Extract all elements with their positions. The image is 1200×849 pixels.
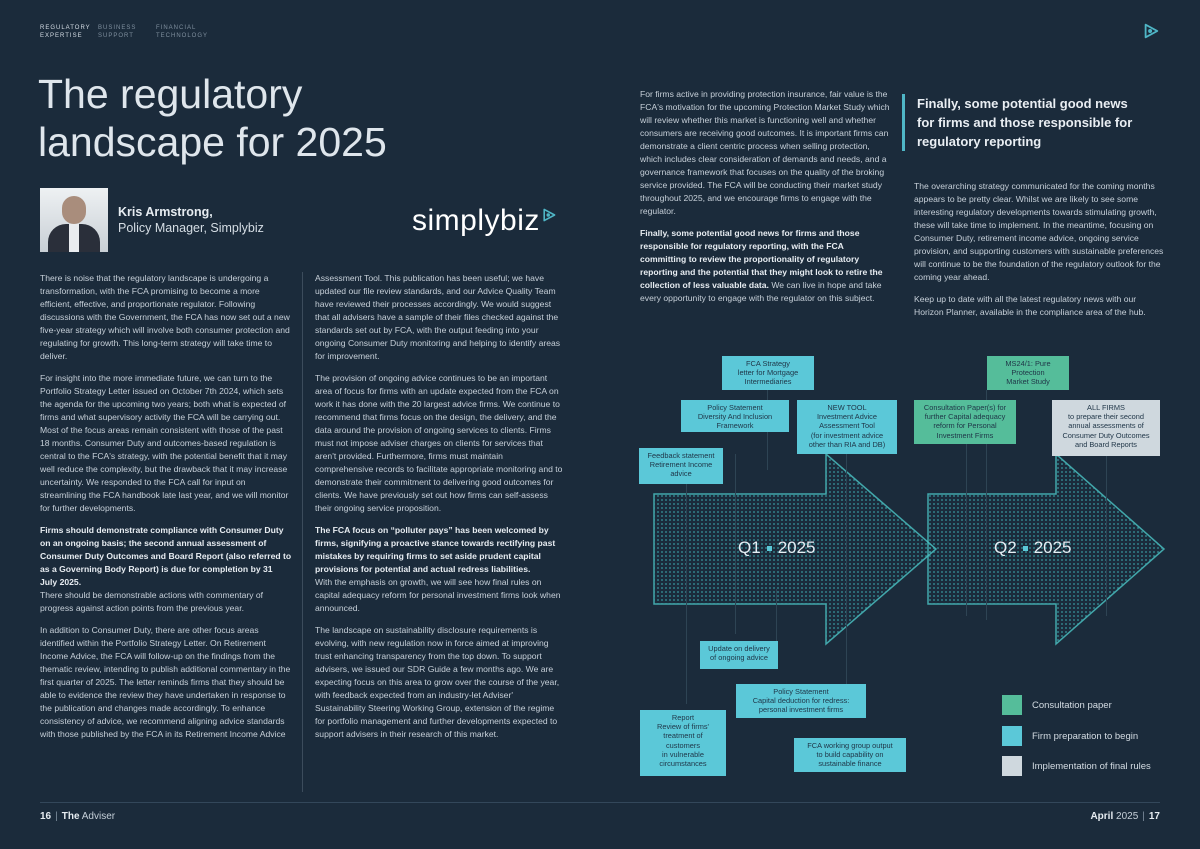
q1-year: 2025 [777,538,816,557]
separator-square [1023,546,1028,551]
box-report-vulnerable [640,710,726,776]
box-new-tool [797,400,897,454]
box-text: Assessment Tool [819,421,875,431]
nav-label-line1: REGULATORY [40,25,91,31]
footer-left [40,811,115,822]
box-text: FCA Strategy [746,359,790,368]
simplybiz-mark-icon [1142,22,1160,40]
separator-square [767,546,772,551]
box-text: of ongoing advice [710,653,768,663]
legend-item-implementation [1002,756,1182,776]
box-text: Investment Advice [817,412,877,422]
q2-year: 2025 [1033,538,1072,557]
paragraph: We can live in hope and take every opportunity to engage with the regulator on this subject. [640,280,882,303]
box-text: customers [665,740,701,750]
publication-name: Adviser [81,811,116,822]
issue-month: April [1090,811,1114,822]
paragraph-bold: The FCA focus on “polluter pays” has been welcomed by firms, signifying a proactive stance towards rectifying past mistakes by requiring firms to set aside prudent capital provisions for potential and actual redress liabilities. [315,525,556,574]
box-all-firms [1052,400,1160,456]
box-text: circumstances [659,759,707,769]
box-text: Intermediaries [744,377,792,387]
title-line2: landscape for 2025 [38,119,387,165]
paragraph-bold: Finally, some potential good news for firms and those responsible for regulatory reporting, with the FCA committing to review the proportionality of regulatory reporting and the potential that they might look to retire the collection of less valuable data. [640,228,883,290]
publication-name-bold: The [61,811,80,822]
issue-year: 2025 [1116,811,1139,822]
paragraph-bold: Firms should demonstrate compliance with Consumer Duty on an ongoing basis; the second annual assessment of Consumer Duty Outcomes and Board Report (also referred to as a Governing Body Report) is due for completion by 31 July 2025. [40,525,292,587]
q2-quarter: Q2 [994,538,1017,557]
box-text: to prepare their second [1067,412,1144,422]
author-role: Policy Manager, Simplybiz [118,221,264,235]
box-text: Retirement Income [649,460,713,470]
box-text: reform for Personal [933,421,997,431]
q1-quarter: Q1 [738,538,761,557]
pull-quote-line: regulatory reporting [917,134,1042,149]
box-text: NEW TOOL [827,403,867,412]
legend-item-firm-preparation [1002,726,1182,746]
box-text: letter for Mortgage [737,368,799,378]
footer-separator: | [1142,811,1145,822]
article-column-2 [315,272,563,750]
box-text: Market Study [1006,377,1050,387]
paragraph: The provision of ongoing advice continues to be an important area of focus for firms with an update expected from the FCA on work it has done with the 20 largest advice firms. We continue to recommend that firms focus on the design, the delivery, and the data around the provision of ongoing services to clients. Firms must not impose adviser charges on clients for services that aren't provided. Furthermore, firms must maintain comprehensive records to facilitate appropriate monitoring and to demonstrate their commitment to delivering good outcomes for clients. We have previously set out how firms can self-assess their ongoing service proposition. [315,373,563,513]
article-column-1 [40,272,292,750]
footer-rule [40,802,1160,803]
box-ms24-protection [987,356,1069,390]
paragraph: There is noise that the regulatory landscape is undergoing a transformation, with the FCA promising to become a more efficient, effective, and proportionate regulator. Following discussions with the Government, the FCA has now set out a new five-year strategy which will involve both consumer protection and regulating for growth. This long-term strategy will take time to deliver. [40,273,290,361]
article-title [38,70,387,166]
box-text: Capital deduction for redress: [752,696,850,706]
legend-label: Implementation of final rules [1032,760,1151,772]
column-divider [302,272,303,792]
footer-right [1090,811,1160,822]
box-text: in vulnerable [662,749,704,759]
box-text: Feedback statement [647,451,715,460]
legend-label: Firm preparation to begin [1032,730,1139,742]
box-text: and Board Reports [1074,439,1138,449]
paragraph: There should be demonstrable actions with commentary of progress against action points from the previous year. [40,590,264,613]
box-text: Diversity And Inclusion [697,412,773,422]
box-capital-redress [736,684,866,718]
box-feedback-statement [639,448,723,484]
box-text: Policy Statement [707,403,763,412]
box-text: Framework [716,421,754,431]
legend-item-consultation [1002,695,1182,715]
connector-line [966,436,967,616]
paragraph: For firms active in providing protection insurance, fair value is the FCA's motivation for the upcoming Protection Market Study which will review whether this market is functioning well and whether consumers are receiving good outcomes. It is important firms can demonstrate a client centric process when selling protection, which includes clear consideration of demands and needs, and a governance framework that focuses on the quality of the broking service provided. The FCA will be conducting their market study throughout 2025, and we encourage firms to engage with the regulator. [640,89,890,216]
article-column-3 [640,88,890,314]
box-fca-working-group [794,738,906,772]
box-fca-strategy [722,356,814,390]
box-text: Review of firms' [657,722,709,732]
legend-swatch [1002,695,1022,715]
legend-swatch [1002,726,1022,746]
box-text: ALL FIRMS [1087,403,1125,412]
paragraph: Keep up to date with all the latest regulatory news with our Horizon Planner, available in the compliance area of the hub. [914,294,1146,317]
paragraph: The overarching strategy communicated for the coming months appears to be pretty clear. Whilst we are likely to see some interesting regulatory developments towards stimulating growth, these will take time to implement. In the meantime, focusing on Consumer Duty, retirement income advice, ongoing service provision, and supporting customers with sustainable preferences will continue to be the foundation of the regulatory outlook for the coming year ahead. [914,181,1164,282]
nav-label-line1: BUSINESS [98,25,137,31]
timeline-diagram [636,354,1176,784]
top-nav [40,24,209,40]
footer-separator: | [55,811,58,822]
connector-line [735,454,736,634]
paragraph: For insight into the more immediate future, we can turn to the Portfolio Strategy Letter issued on October 7th 2024, which sets the agenda for the upcoming two years; both what is expected of firms and what supervisory activity the FCA will be carrying out. Most of the focus areas remain consistent with those of the past 18 months. Consumer Duty and outcomes-based regulation is central to the FCA's strategy, with the potential benefit that it may well reduce the complexity, but the drawback that it may increase uncertainty. We responded to the FCA call for input on streamlining the FCA handbook late last year, and we will monitor for further developments. [40,373,289,513]
box-text: Report [671,713,695,722]
box-consultation-capital [914,400,1016,444]
nav-label-line2: TECHNOLOGY [156,33,209,39]
author-block [40,188,264,252]
q1-label [738,538,816,558]
page-number-left: 16 [40,811,52,822]
author-photo [40,188,108,252]
box-text: Update on delivery [708,644,770,653]
box-text: Investment Firms [936,430,994,440]
connector-line [776,589,777,649]
nav-label-line1: FINANCIAL [156,25,197,31]
paragraph: In addition to Consumer Duty, there are other focus areas identified within the Portfolio Strategy Letter. On Retirement Income Advice, the FCA will follow-up on the findings from the thematic review, intending to publish additional commentary in the first quarter of 2025. The letter reminds firms that they should be able to evidence the review they have undertaken in response to the publication and changes made accordingly. To enhance consistency of advice, we recommend aligning advice standards with those published by the FCA in its Retirement Income Advice [40,625,291,739]
paragraph: Assessment Tool. This publication has been useful; we have updated our file review standards, and our Advice Quality Team have reviewed their processes accordingly. We would suggest that all advisers have a sample of their files checked against the standards set out by FCA, with the output feeding into your ongoing Consumer Duty monitoring and helping to identify areas for improvement. [315,273,561,361]
q2-label [994,538,1072,558]
pull-quote-line: for firms and those responsible for [917,115,1133,130]
nav-label-line2: SUPPORT [98,33,134,39]
paragraph: With the emphasis on growth, we will see how final rules on capital adequacy reform for personal investment firms look when announced. [315,577,561,613]
box-text: Policy Statement [773,687,829,696]
box-text: advice [670,469,692,479]
box-text: annual assessments of [1068,421,1144,431]
box-text: (for investment advice [810,430,884,440]
pull-quote-line: Finally, some potential good news [917,96,1128,111]
box-text: MS24/1: Pure [1005,359,1051,368]
box-text: personal investment firms [758,705,844,715]
box-text: sustainable finance [818,759,882,769]
article-column-4 [914,180,1164,328]
box-text: treatment of [663,731,703,741]
box-text: Consultation Paper(s) for [923,403,1007,412]
nav-item-business-support[interactable] [98,24,142,40]
page-number-right: 17 [1148,811,1160,822]
nav-item-financial-technology[interactable] [156,24,209,40]
connector-line [1106,456,1107,616]
box-update-ongoing-advice [700,641,778,669]
box-text: further Capital adequacy [924,412,1006,422]
connector-line [686,484,687,704]
title-line1: The regulatory [38,71,303,117]
author-name: Kris Armstrong, [118,205,213,219]
box-text: FCA working group output [807,741,893,750]
box-text: other than RIA and DB) [808,439,886,449]
nav-label-line2: EXPERTISE [40,33,83,39]
paragraph: The landscape on sustainability disclosure requirements is evolving, with new regulation now in force aimed at improving trust enhancing transparency from the top down. To support advisers, we issued our SDR Guide a few months ago. We are expecting focus on this area to grow over the course of the year, with feedback expected from an industry-let Adviser' Sustainability Steering Working Group, extension of the regime for portfolio management and further developments expected to support advisers in their research of this market. [315,625,560,739]
simplybiz-mark-icon [541,207,557,223]
box-policy-diversity [681,400,789,432]
legend-swatch [1002,756,1022,776]
box-text: Protection [1011,368,1045,378]
legend-label: Consultation paper [1032,699,1112,711]
pull-quote [902,94,1152,151]
box-text: to build capability on [816,750,884,760]
box-text: Consumer Duty Outcomes [1062,430,1150,440]
brand-logo: simplybiz [412,204,540,237]
connector-line [846,454,847,684]
nav-item-regulatory-expertise[interactable] [40,24,91,40]
paragraph-mixed [640,227,890,305]
